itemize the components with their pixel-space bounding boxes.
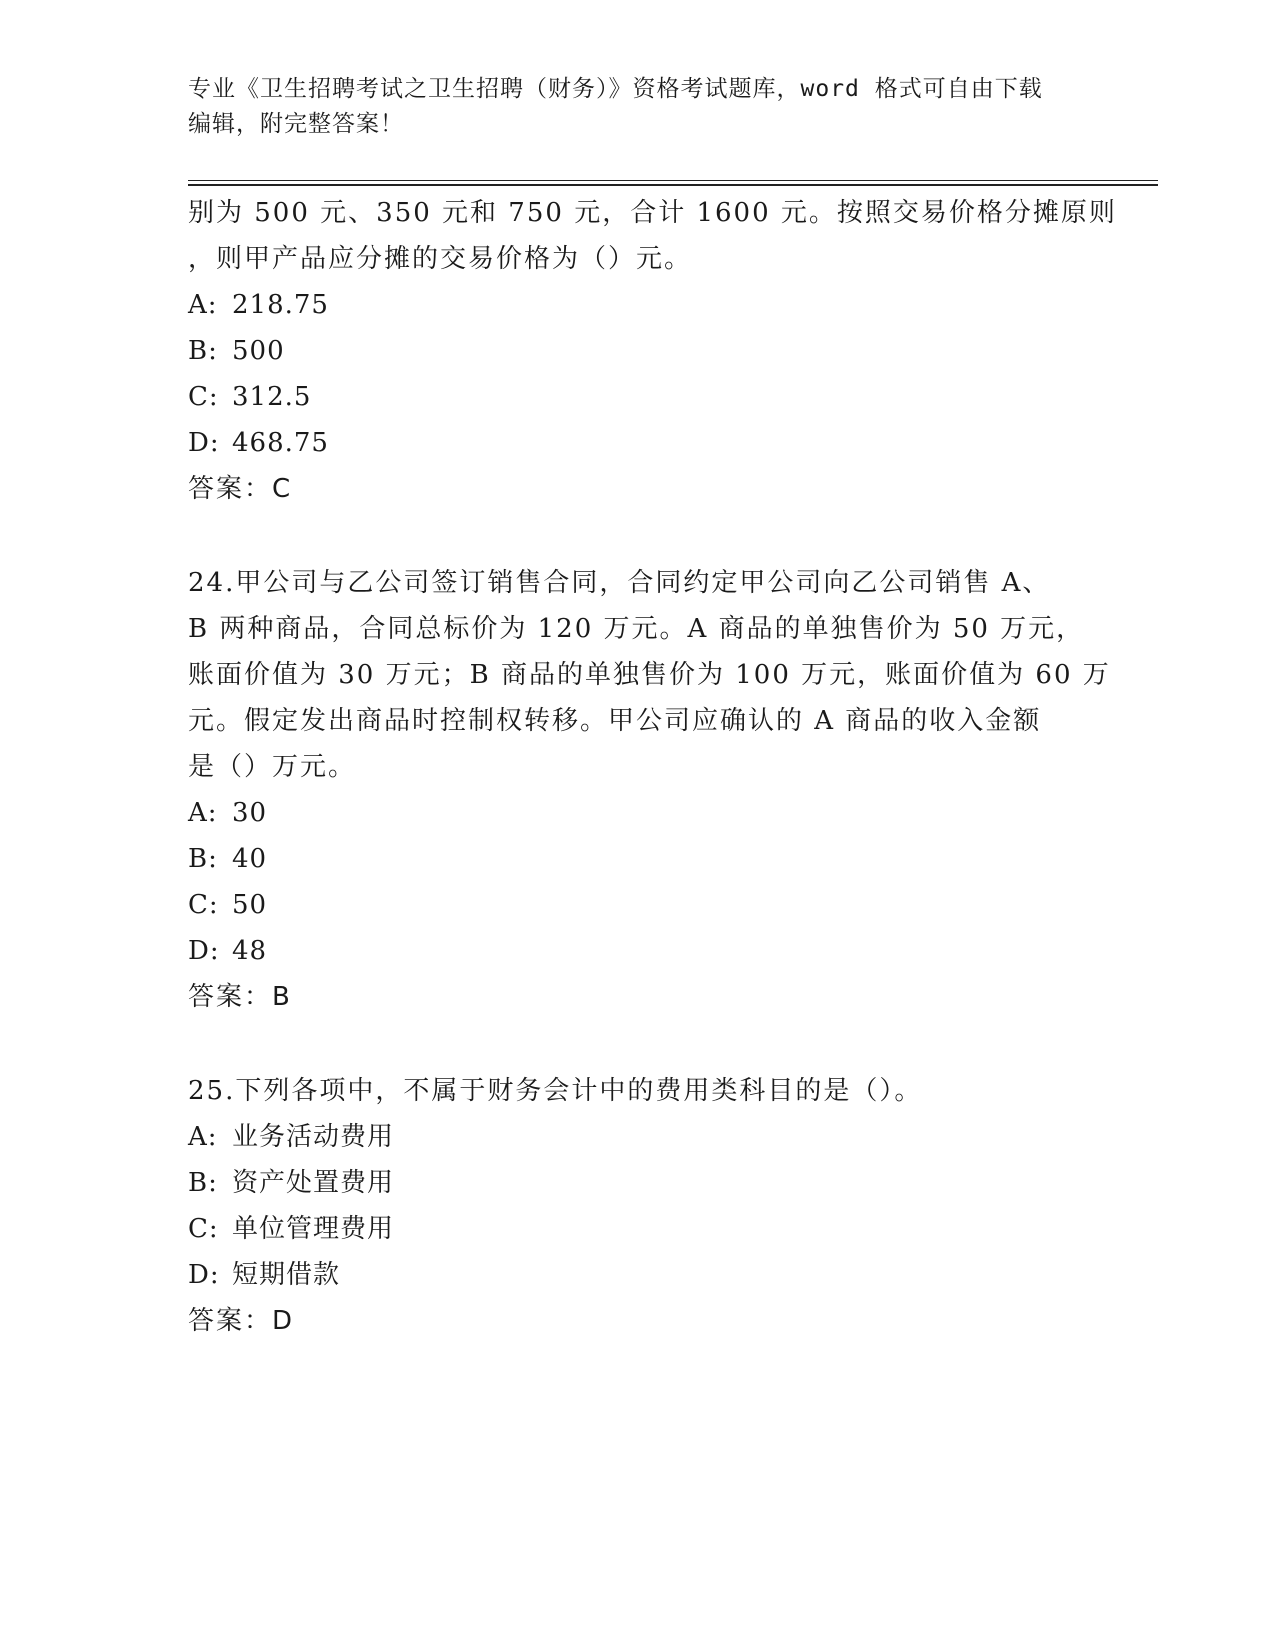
- option-d: [188, 420, 1088, 466]
- option-key: A:: [188, 1122, 218, 1152]
- header-line-2: 编辑，附完整答案！: [188, 111, 404, 137]
- question-block-24: [188, 560, 1111, 1020]
- option-d: [188, 1252, 1088, 1298]
- question-text-line: 24.甲公司与乙公司签订销售合同，合同约定甲公司向乙公司销售 A、: [188, 568, 1051, 598]
- option-key: D:: [188, 936, 220, 966]
- option-key: B:: [188, 844, 218, 874]
- question-text-line: B 两种商品，合同总标价为 120 万元。A 商品的单独售价为 50 万元，: [188, 614, 1085, 644]
- question-block-25: [188, 1068, 1088, 1344]
- header-divider-thick: [188, 184, 1158, 186]
- option-c: [188, 1206, 1088, 1252]
- option-a: [188, 1114, 1088, 1160]
- option-text: 业务活动费用: [232, 1122, 395, 1152]
- option-text: 312.5: [232, 382, 312, 412]
- option-text: 218.75: [232, 290, 329, 320]
- option-key: B:: [188, 336, 218, 366]
- document-body: [188, 190, 1117, 1344]
- option-key: C:: [188, 382, 219, 412]
- option-c: [188, 882, 1088, 928]
- option-key: A:: [188, 798, 218, 828]
- option-text: 资产处置费用: [232, 1168, 395, 1198]
- question-text-line: 元。假定发出商品时控制权转移。甲公司应确认的 A 商品的收入金额: [188, 706, 1042, 736]
- option-text: 48: [232, 936, 268, 966]
- answer-line: 答案：B: [188, 982, 292, 1012]
- question-text-line: 25.下列各项中，不属于财务会计中的费用类科目的是（）。: [188, 1076, 923, 1106]
- option-b: [188, 836, 1088, 882]
- header-divider-thin: [188, 180, 1158, 181]
- question-text-line: ，则甲产品应分摊的交易价格为（）元。: [188, 244, 693, 274]
- answer-line: 答案：D: [188, 1306, 295, 1336]
- question-block-continued: [188, 190, 1117, 512]
- option-b: [188, 1160, 1088, 1206]
- option-key: D:: [188, 1260, 220, 1290]
- option-key: C:: [188, 890, 219, 920]
- option-text: 50: [232, 890, 268, 920]
- question-text-line: 别为 500 元、350 元和 750 元，合计 1600 元。按照交易价格分摊原则: [188, 198, 1117, 228]
- answer-line: 答案：C: [188, 474, 293, 504]
- option-text: 500: [232, 336, 285, 366]
- option-text: 单位管理费用: [232, 1214, 395, 1244]
- question-text-line: 是（）万元。: [188, 752, 357, 782]
- option-text: 468.75: [232, 428, 329, 458]
- document-header: [188, 72, 1088, 142]
- option-key: B:: [188, 1168, 218, 1198]
- header-line-1: 专业《卫生招聘考试之卫生招聘（财务）》资格考试题库，word 格式可自由下载: [188, 76, 1043, 102]
- option-key: D:: [188, 428, 220, 458]
- option-key: C:: [188, 1214, 219, 1244]
- option-text: 短期借款: [232, 1260, 341, 1290]
- option-a: [188, 790, 1088, 836]
- option-b: [188, 328, 1088, 374]
- option-c: [188, 374, 1088, 420]
- question-text-line: 账面价值为 30 万元；B 商品的单独售价为 100 万元，账面价值为 60 万: [188, 660, 1111, 690]
- option-text: 40: [232, 844, 268, 874]
- option-a: [188, 282, 1088, 328]
- option-text: 30: [232, 798, 268, 828]
- option-d: [188, 928, 1088, 974]
- option-key: A:: [188, 290, 218, 320]
